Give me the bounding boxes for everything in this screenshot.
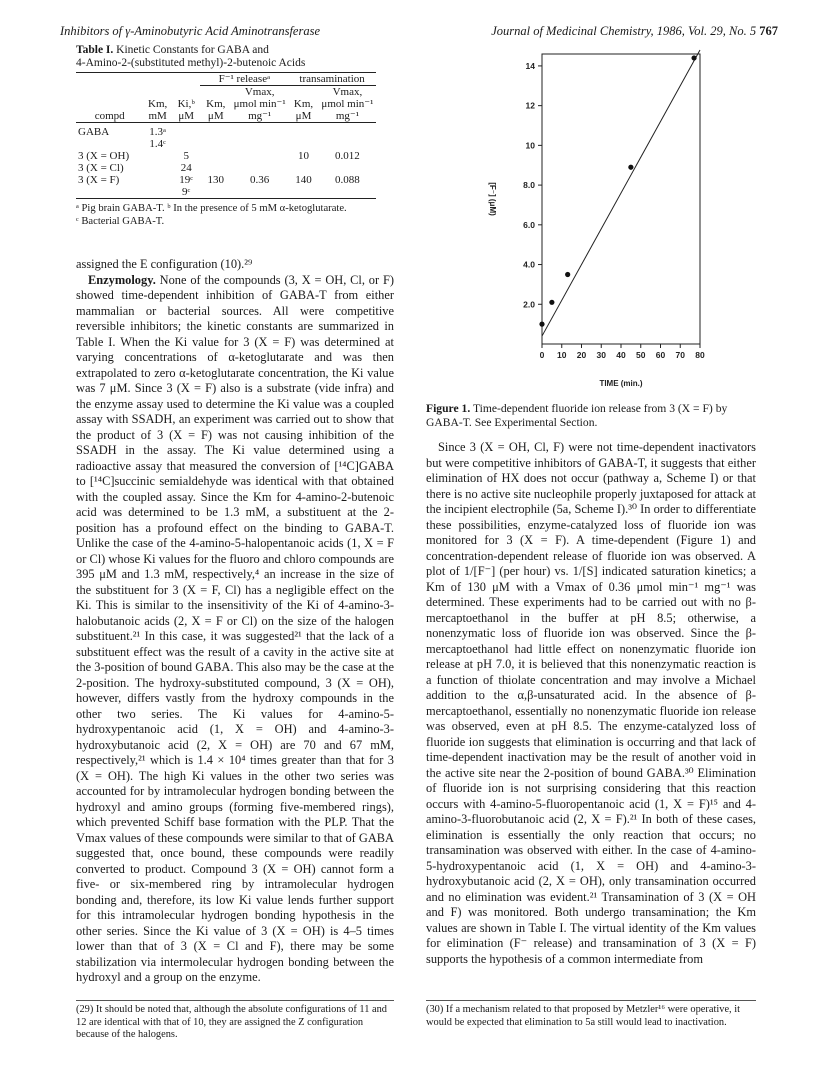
data-point	[549, 300, 554, 305]
table-cell-km: 1.3ᵃ	[149, 126, 166, 138]
y-tick-label: 4.0	[523, 259, 535, 270]
x-tick-label: 30	[596, 350, 606, 360]
table-row	[76, 150, 376, 162]
footnote-rule-left	[76, 1000, 394, 1001]
table-cell-vmax2: 0.088	[335, 174, 360, 186]
table-cell-vmax2: 0.012	[335, 150, 360, 162]
col-header-vmax-trans: Vmax, μmol min⁻¹ mg⁻¹	[321, 86, 374, 122]
table-cell-compd: 3 (X = OH)	[78, 150, 130, 162]
table-cell-km2	[200, 123, 231, 139]
footnote-29	[76, 1004, 394, 1042]
col-header-vmax-release: Vmax, μmol min⁻¹ mg⁻¹	[233, 86, 286, 122]
table-row	[76, 186, 376, 199]
col-header-km-release: Km, μM	[206, 98, 226, 122]
table-row	[76, 162, 376, 174]
data-point	[539, 322, 544, 327]
table-cell-vmax2	[319, 162, 376, 174]
table-cell-km3	[288, 123, 319, 139]
y-tick-label: 6.0	[523, 219, 535, 230]
figure-1-chart	[466, 48, 716, 394]
table-title	[76, 44, 376, 70]
table-cell-vmax: 0.36	[250, 174, 270, 186]
footnote-29-text: It should be noted that, although the absolute configurations of 11 and 12 are identical with that of 10, they are assigned the Z configuration because of the halogens.	[76, 1004, 387, 1040]
footnote-30-text: If a mechanism related to that proposed by Metzler¹⁶ were operative, it would be expected that elimination to 5a still would lead to inactivation.	[426, 1004, 741, 1028]
x-tick-label: 20	[576, 350, 587, 360]
table-title-line1: Kinetic Constants for GABA and	[116, 44, 269, 56]
table-cell-km2	[200, 150, 231, 162]
table-cell-vmax	[231, 162, 288, 174]
table-row	[76, 123, 376, 139]
table-cell-vmax	[231, 186, 288, 199]
y-tick-label: 12	[525, 100, 535, 111]
x-tick-label: 70	[675, 350, 685, 360]
table-cell-km: 1.4ᶜ	[149, 138, 166, 150]
table-cell-km2	[200, 162, 231, 174]
x-tick-label: 10	[557, 350, 567, 360]
running-header-left: Inhibitors of γ-Aminobutyric Acid Aminotransferase	[60, 24, 321, 38]
data-point	[628, 165, 633, 170]
table-block	[76, 44, 376, 228]
x-tick-label: 60	[655, 350, 666, 360]
table-cell-ki	[172, 123, 201, 139]
table-title-line2: 4-Amino-2-(substituted methyl)-2-butenoic Acids	[76, 57, 306, 69]
journal-citation: Journal of Medicinal Chemistry, 1986, Vol. 29, No. 5	[491, 24, 757, 38]
table-cell-vmax	[231, 138, 288, 150]
table-cell-vmax2	[319, 138, 376, 150]
table-cell-km3: 10	[298, 150, 310, 162]
y-tick-label: 2.0	[523, 299, 535, 310]
table-cell-km	[143, 162, 172, 174]
y-tick-label: 14	[525, 60, 535, 71]
footnote-30	[426, 1004, 756, 1029]
data-point	[691, 55, 696, 60]
figure-1	[466, 48, 716, 394]
table-cell-km	[143, 174, 172, 186]
x-axis-label: TIME (min.)	[599, 379, 643, 388]
y-tick-label: 8.0	[523, 180, 535, 191]
footnote-30-number: (30)	[426, 1004, 444, 1015]
table-cell-km	[143, 150, 172, 162]
left-intro: assigned the E configuration (10).²⁹	[76, 257, 253, 271]
x-tick-label: 0	[539, 350, 545, 360]
col-header-km-trans: Km, μM	[293, 98, 314, 122]
table-cell-vmax	[231, 123, 288, 139]
table-label: Table I.	[76, 44, 114, 56]
table-cell-ki	[172, 138, 201, 150]
kinetic-table	[76, 72, 376, 201]
group-header-f-release: F⁻¹ releaseᵃ	[200, 73, 288, 86]
table-cell-vmax2	[319, 123, 376, 139]
table-footnotes	[76, 203, 376, 228]
col-header-compd: compd	[94, 110, 125, 122]
table-row	[76, 174, 376, 186]
table-cell-compd: GABA	[78, 126, 110, 138]
table-row	[76, 138, 376, 150]
table-cell-km3	[288, 186, 319, 199]
running-header-right	[491, 24, 778, 39]
table-cell-vmax	[231, 150, 288, 162]
table-cell-km3: 140	[295, 174, 312, 186]
page-number: 767	[759, 24, 778, 38]
col-header-km: Km, mM	[148, 98, 168, 122]
table-cell-vmax2	[319, 186, 376, 199]
table-cell-km3	[288, 162, 319, 174]
table-cell-compd	[76, 138, 143, 150]
plot-frame	[542, 54, 700, 344]
footnote-rule-right	[426, 1000, 756, 1001]
right-body: Since 3 (X = OH, Cl, F) were not time-dependent inactivators but were competitive inhibitors of GABA-T, it suggests that either elimination of HX does not occur (pathway a, Scheme I) or that there is no active site nucleophile properly juxtaposed for attack at the incipient electrophile (5a, Scheme I).³⁰ In order to differentiate these possibilities, enzyme-catalyzed loss of fluoride ion was monitored for 3 (X = F). A time-dependent (Figure 1) and concentration-dependent release of fluoride ion was observed. A plot of 1/[F⁻] (per hour) vs. 1/[S] indicated saturation kinetics; a Km of 130 μM with a Vmax of 0.36 μmol min⁻¹ mg⁻¹ was determined. These experiments had to be carried out with no β-mercaptoethanol in the buffer at pH 8.5; otherwise, a nonenzymatic loss of fluoride ion was observed. Since the β-mercaptoethanol had little effect on nonenzymatic fluoride ion release at pH 7.0, it is believed that this nonenzymatic reaction is a function of thiolate concentration and may involve a Michael addition to the α,β-unsaturated acid. In the absence of β-mercaptoethanol, essentially no nonenzymatic fluoride ion release was observed, even at pH 8.5. The enzyme-catalyzed loss of fluoride ion suggests that elimination is occurring and that lack of time-dependent inactivation may be the result of another void in the active site near the 2-position of bound GABA.³⁰ Elimination of fluoride ion is not surprising considering that this reaction occurs with 4-amino-5-fluoropentanoic acid (1, X = F)¹⁵ and 4-amino-3-fluorobutanoic acid (2, X = F).²¹ In both of these cases, elimination is essentially the only reaction that occurs; no transamination was observed with either. In the case of 4-amino-5-hydroxypentanoic acid (1, X = OH) and 4-amino-3-hydroxybutanoic acid (2, X = OH), only transamination occurred and no elimination was evident.²¹ Transamination of 3 (X = OH and F) was monitored. Both undergo transamination; the Km values are shown in Table I. The virtual identity of the Km values for elimination (F⁻ release) and transamination of 3 (X = F) supports the hypothesis of a common intermediate from	[426, 440, 756, 966]
right-column	[426, 440, 756, 967]
fit-line	[542, 50, 700, 336]
table-cell-compd	[76, 186, 143, 199]
col-header-ki: Ki,ᵇ μM	[177, 98, 195, 122]
table-cell-km3	[288, 138, 319, 150]
table-cell-compd: 3 (X = F)	[78, 174, 120, 186]
group-header-transamination: transamination	[288, 73, 376, 86]
table-cell-km2	[200, 138, 231, 150]
table-cell-ki: 5	[183, 150, 189, 162]
table-cell-ki: 19ᶜ	[179, 174, 194, 186]
table-footnote-c: ᶜ Bacterial GABA-T.	[76, 215, 165, 227]
table-cell-ki: 24	[180, 162, 192, 174]
figure-caption	[426, 402, 756, 430]
table-footnote-a: ᵃ Pig brain GABA-T. ᵇ In the presence of 5 mM α-ketoglutarate.	[76, 203, 347, 214]
data-point	[565, 272, 570, 277]
table-cell-compd: 3 (X = Cl)	[78, 162, 124, 174]
table-cell-km2	[200, 186, 231, 199]
left-body: None of the compounds (3, X = OH, Cl, or F) showed time-dependent inhibition of GABA-T from either mammalian or bacterial sources. All were competitive reversible inhibitors; the kinetic constants are summarized in Table I. When the Ki value for 3 (X = F) was determined at varying concentrations of α-ketoglutarate and was then extrapolated to zero α-ketoglutarate concentration, the Ki value was 7 μM. Since 3 (X = F) also is a substrate (vide infra) and the enzyme assay used to determine the Ki value was a coupled assay with SSADH, an experiment was carried out to show that the product of 3 (X = F) was not causing inhibition of the SSADH in the assay. The Ki value determined using a radioactive assay that measured the conversion of [¹⁴C]GABA to [¹⁴C]succinic semialdehyde was identical with that obtained with the coupled assay. Since the Km for 4-amino-2-butenoic acid was determined to be 1.3 mM, a substituent at the 2-position has a profound effect on the binding to GABA-T. Unlike the case of the 4-amino-5-halopentanoic acids (1, X = F or Cl) whose Ki values for the fluoro and chloro compounds are 395 μM and 1.3 mM, respectively,⁴ an increase in the size of the substituent for 3 (X = F, Cl) has a negligible effect on the Ki. This is similar to the insensitivity of the Ki of 4-amino-3-halobutanoic acids (2, X = F or Cl) on the size of the halogen substituent.²¹ In this case, it was suggested²¹ that the lack of a substituent effect was the result of a cavity in the active site at the 3-position of bound GABA. This also may be the case at the 2-position. The hydroxy-substituted compound, 3 (X = OH), however, differs vastly from the hydroxy compounds in the other two series. The Ki values for 4-amino-5-hydroxypentanoic acid (1, X = OH) and 4-amino-3-hydroxybutanoic acid (2, X = OH) are 70 and 67 mM, respectively,²¹ which is 1.4 × 10⁴ times greater than that for 3 (X = OH). The high Ki values in the other two series was accounted for by intramolecular hydrogen bonding between the hydroxyl and amino groups (forming five-membered rings), which prevented Schiff base formation with the PLP. That the Vmax values of these compounds were similar to that of GABA suggested that, once bound, these compounds were readily converted to product. Compound 3 (X = OH) cannot form a five- or six-membered ring by intramolecular hydrogen bonding and, therefore, its low Ki value lends further support for this intramolecular hydrogen bonding hypothesis in the other series. Since the Ki value of 3 (X = OH) is 4–5 times lower than that of 3 (X = Cl and F), there may be some stabilization via intermolecular hydrogen bonding between the hydroxyl and a group on the enzyme.	[76, 272, 394, 984]
left-paragraph	[76, 273, 394, 986]
x-tick-label: 80	[695, 350, 705, 360]
y-tick-label: 10	[525, 140, 535, 151]
x-tick-label: 40	[616, 350, 626, 360]
y-axis-label: [F⁻] (μM)	[488, 182, 497, 216]
x-tick-label: 50	[636, 350, 646, 360]
section-heading-enzymology: Enzymology.	[88, 272, 156, 287]
figure-caption-text: Time-dependent fluoride ion release from 3 (X = F) by GABA-T. See Experimental Section.	[426, 402, 728, 429]
table-cell-km	[143, 186, 172, 199]
left-column	[76, 257, 394, 986]
table-cell-km2: 130	[207, 174, 225, 186]
table-cell-ki: 9ᶜ	[182, 186, 191, 198]
footnote-29-number: (29)	[76, 1004, 94, 1015]
figure-label: Figure 1.	[426, 402, 471, 415]
